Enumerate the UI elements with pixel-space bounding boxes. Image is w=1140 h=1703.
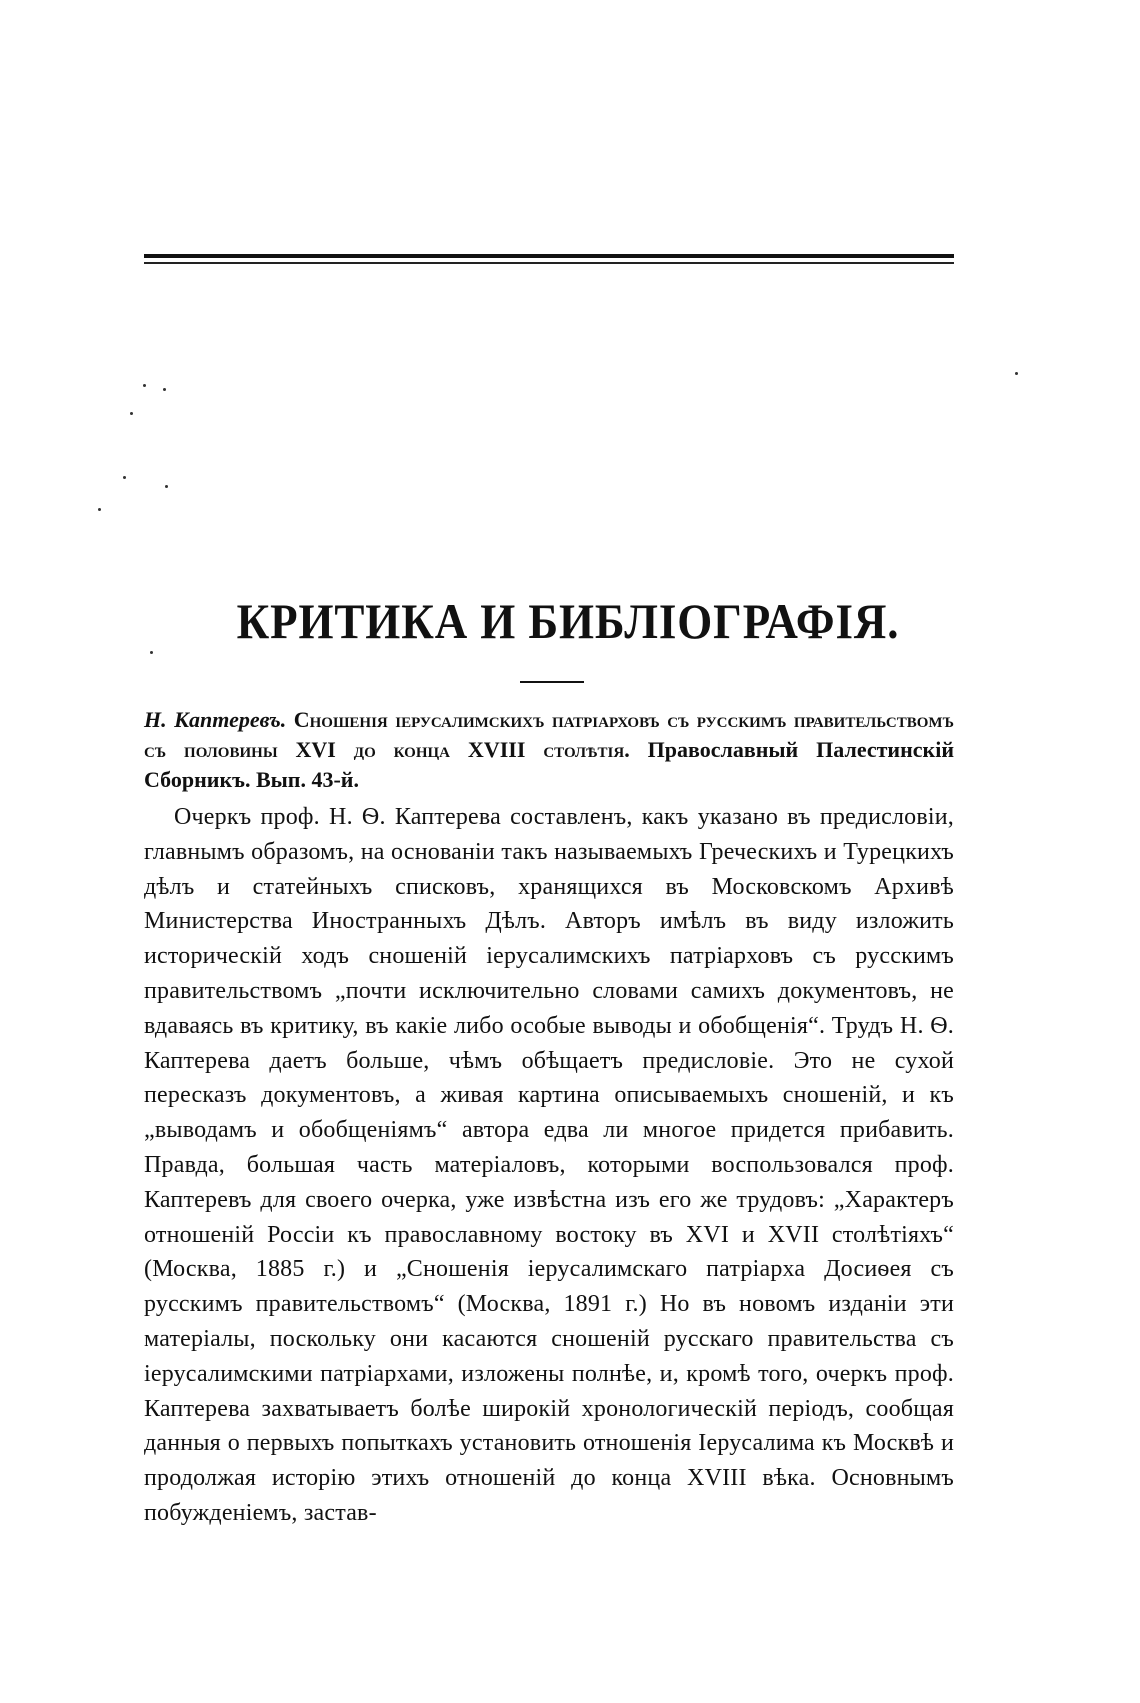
scan-speck (165, 485, 168, 488)
header-rule-thin (144, 262, 954, 264)
header-double-rule (144, 254, 954, 266)
review-paragraph: Очеркъ проф. Н. Ѳ. Каптерева составленъ, какъ указано въ предисловіи, главнымъ образомъ, на основаніи такъ называемыхъ Греческихъ и Турецкихъ дѣлъ и статейныхъ списковъ, хранящихся въ Московскомъ Архивѣ Министерства Иностранныхъ Дѣлъ. Авторъ имѣлъ въ виду изложить историческій ходъ сношеній іерусалимскихъ патріарховъ съ русскимъ правительствомъ „почти исключительно словами самихъ документовъ, не вдаваясь въ критику, въ какіе либо особые выводы и обобщенія“. Трудъ Н. Ѳ. Каптерева даетъ больше, чѣмъ обѣщаетъ предисловіе. Это не сухой пересказъ документовъ, а живая картина описываемыхъ сношеній, и къ „выводамъ и обобщеніямъ“ автора едва ли многое придется прибавить. Правда, большая часть матеріаловъ, которыми воспользовался проф. Каптеревъ для своего очерка, уже извѣстна изъ его же трудовъ: „Характеръ отношеній Россіи къ православному востоку въ XVI и XVII столѣтіяхъ“ (Москва, 1885 г.) и „Сношенія іерусалимскаго патріарха Досиѳея съ русскимъ правительствомъ“ (Москва, 1891 г.) Но въ новомъ изданіи эти матеріалы, поскольку они касаются сношеній русскаго правительства съ іерусалимскими патріархами, изложены полнѣе, и, кромѣ того, очеркъ проф. Каптерева захватываетъ болѣе широкій хронологическій періодъ, сообщая данныя о первыхъ попыткахъ установить отношенія Іерусалима къ Москвѣ и продолжая исторію этихъ отношеній до конца XVIII вѣка. Основнымъ побужденіемъ, застав- (144, 804, 954, 1526)
header-rule-thick (144, 254, 954, 258)
scan-speck (1015, 372, 1018, 375)
scan-speck (150, 651, 153, 654)
review-body (144, 800, 954, 1531)
title-separator (520, 681, 584, 683)
scan-speck (123, 476, 126, 479)
citation-author: Н. Каптеревъ. (144, 707, 287, 732)
section-title: КРИТИКА И БИБЛІОГРАФІЯ. (236, 593, 900, 649)
scan-speck (130, 412, 133, 415)
citation-source: Православный Палестинскій Сборникъ. Вып. 43-й. (144, 737, 954, 792)
citation-title: Сношенія іерусалимскихъ патріарховъ съ русскимъ правительствомъ съ половины XVI до конца XVIII столѣтія. (144, 707, 955, 762)
bibliographic-citation (144, 705, 954, 795)
scan-speck (98, 508, 101, 511)
scan-speck (143, 384, 146, 387)
scan-speck (163, 388, 166, 391)
